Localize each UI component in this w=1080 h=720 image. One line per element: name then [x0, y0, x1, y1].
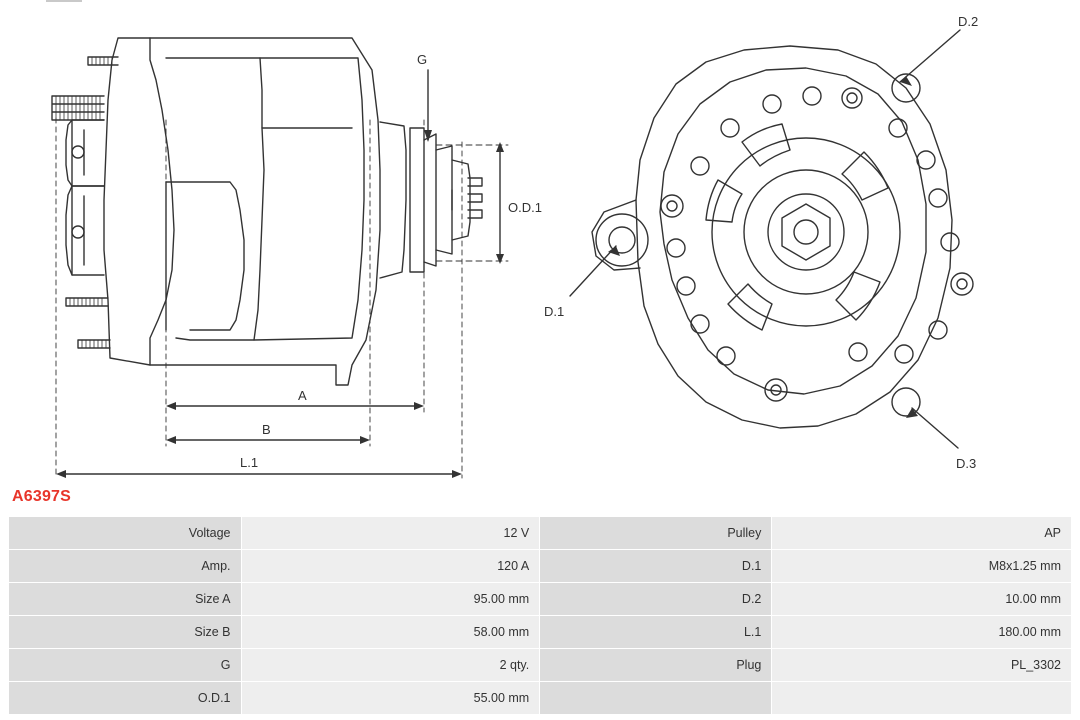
spec-label: Plug	[540, 649, 772, 682]
label-od1: O.D.1	[508, 200, 542, 215]
label-d1: D.1	[544, 304, 565, 319]
spec-value: AP	[772, 517, 1072, 550]
spec-value: 2 qty.	[241, 649, 540, 682]
spec-label: Voltage	[9, 517, 242, 550]
spec-label: D.1	[540, 550, 772, 583]
spec-value: 58.00 mm	[241, 616, 540, 649]
label-d2: D.2	[958, 14, 979, 29]
label-l1: L.1	[240, 455, 259, 470]
spec-value: M8x1.25 mm	[772, 550, 1072, 583]
table-row	[9, 682, 1072, 715]
spec-label: Amp.	[9, 550, 242, 583]
spec-value: 95.00 mm	[241, 583, 540, 616]
spec-value: 180.00 mm	[772, 616, 1072, 649]
spec-label: Size A	[9, 583, 242, 616]
label-d3: D.3	[956, 456, 977, 471]
spec-label: Size B	[9, 616, 242, 649]
spec-label: D.2	[540, 583, 772, 616]
spec-label: L.1	[540, 616, 772, 649]
spec-label-empty	[540, 682, 772, 715]
label-a: A	[298, 388, 307, 403]
spec-value-empty	[772, 682, 1072, 715]
spec-label: G	[9, 649, 242, 682]
spec-label: O.D.1	[9, 682, 242, 715]
specification-table	[8, 516, 1072, 715]
table-row	[9, 550, 1072, 583]
spec-value: PL_3302	[772, 649, 1072, 682]
spec-value: 55.00 mm	[241, 682, 540, 715]
label-b: B	[262, 422, 271, 437]
table-row	[9, 616, 1072, 649]
table-row	[9, 517, 1072, 550]
spec-value: 120 A	[241, 550, 540, 583]
spec-value: 12 V	[241, 517, 540, 550]
table-row	[9, 649, 1072, 682]
part-number: A6397S	[12, 488, 72, 505]
spec-label: Pulley	[540, 517, 772, 550]
table-row	[9, 583, 1072, 616]
spec-value: 10.00 mm	[772, 583, 1072, 616]
label-g: G	[416, 52, 428, 67]
